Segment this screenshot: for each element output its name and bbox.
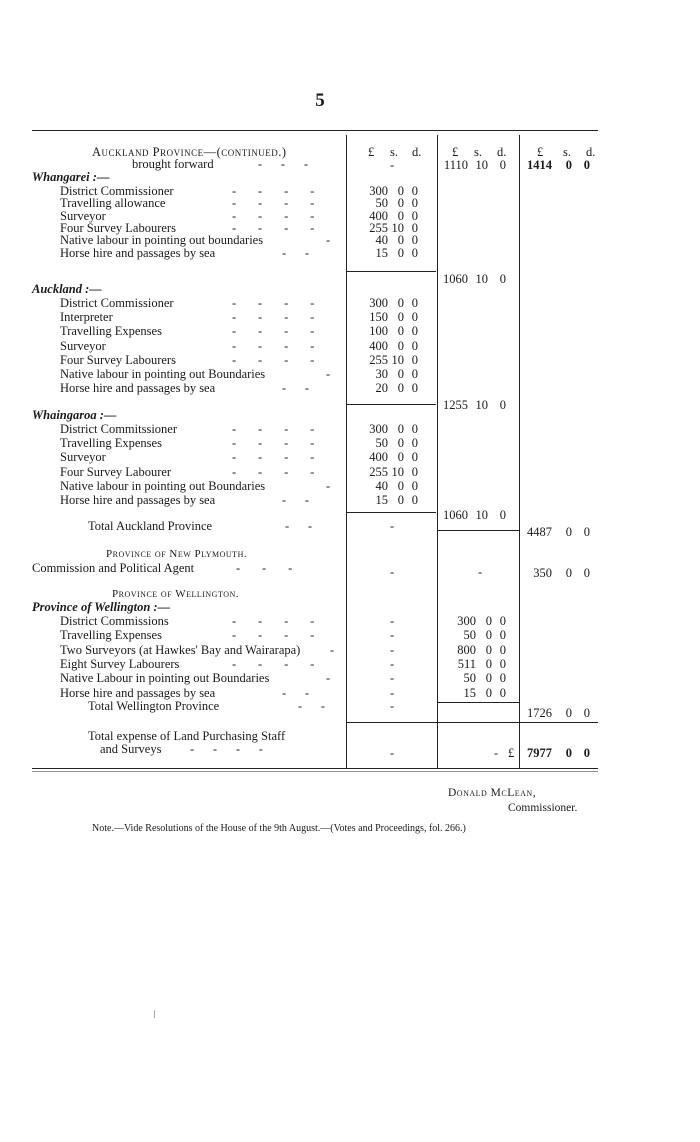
bf-amount-col2: 1110 10 0 <box>443 158 506 172</box>
item-label: District Commitssioner <box>60 422 178 436</box>
bottom-rule-thin <box>32 771 598 772</box>
leader-dots: - - <box>285 519 313 533</box>
leader-dots: - - <box>282 381 310 396</box>
leader-dots: - - <box>282 685 310 700</box>
item-label: Horse hire and passages by sea <box>60 381 216 396</box>
item-amount: 300 0 0 <box>369 296 418 310</box>
signature-name: Donald McLean, <box>448 787 537 799</box>
item-label: Surveyor <box>60 208 106 223</box>
item-amount: 400 0 0 <box>369 338 418 353</box>
item-label: District Commissions <box>60 614 169 628</box>
subtotal-rule-whaingaroa <box>346 512 436 513</box>
item-amount: 40 0 0 <box>375 478 418 493</box>
item-amount: 255 10 0 <box>369 464 418 479</box>
header-l-col3: £ <box>537 145 544 159</box>
page-number: 5 <box>315 90 325 111</box>
dash-col1: - <box>390 565 395 579</box>
leader-dots: - - - - <box>232 436 315 451</box>
item-label: Four Survey Labourers <box>60 352 176 367</box>
item-label: Horse hire and passages by sea <box>60 245 216 260</box>
total-wellington-label: Total Wellington Province <box>88 699 220 713</box>
signature-title: Commissioner. <box>508 802 578 814</box>
leader-dots: - - - - <box>232 656 315 671</box>
item-label: Travelling Expenses <box>60 324 162 339</box>
dash-col1: - <box>390 671 395 686</box>
item-label: Native labour in pointing out Boundaries <box>60 478 266 493</box>
footnote: Note.—Vide Resolutions of the House of the 9th August.—(Votes and Proceedings, fol. 266.) <box>92 823 466 834</box>
leader-dots: - - - - <box>232 184 315 198</box>
item-label: Eight Survey Labourers <box>60 656 180 671</box>
leader-dots: - - - - <box>232 422 315 436</box>
leader-dots: - <box>330 642 335 657</box>
grand-total-currency: £ <box>508 746 515 760</box>
subtotal-whangarei: 1060 10 0 <box>443 272 506 286</box>
leader-dots: - - - - <box>232 296 315 310</box>
item-amount: 800 0 0 <box>457 642 506 657</box>
small-mark <box>154 1010 155 1018</box>
leader-dots: - - - - <box>232 450 315 465</box>
top-rule <box>32 130 598 131</box>
total-auckland-amount: 4487 0 0 <box>527 525 590 539</box>
grand-total-label-line2: and Surveys <box>100 742 162 756</box>
item-amount: 511 0 0 <box>457 656 506 671</box>
item-amount: 300 0 0 <box>369 184 418 198</box>
item-label: Native labour in pointing out Boundaries <box>60 367 266 381</box>
dash-col1: - <box>390 628 395 643</box>
dash-col1: - <box>390 642 395 657</box>
leader-dots: - - - - <box>232 324 315 339</box>
total-auckland-label: Total Auckland Province <box>88 519 213 533</box>
item-label: Four Survey Labourer <box>60 464 172 479</box>
bf-amount-col3: 1414 0 0 <box>527 158 590 172</box>
item-amount: 30 0 0 <box>375 367 418 381</box>
item-amount: 15 0 0 <box>463 685 506 700</box>
subtotal-rule-auckland <box>346 404 436 405</box>
dash-col1: - <box>390 746 395 760</box>
section-title-wellington: Province of Wellington :— <box>32 600 171 614</box>
item-label: Travelling Expenses <box>60 436 162 451</box>
header-l-col1: £ <box>368 145 375 159</box>
bottom-rule <box>32 768 598 769</box>
item-label: Native Labour in pointing out Boundaries <box>60 671 270 686</box>
heading-wellington: Province of Wellington. <box>112 588 240 600</box>
total-wellington-amount: 1726 0 0 <box>527 706 590 720</box>
header-s-col1: s. <box>390 145 398 159</box>
leader-dots: - - - <box>258 157 308 171</box>
header-d-col3: d. <box>586 145 596 159</box>
dash-col1: - <box>390 685 395 700</box>
item-amount: 50 0 0 <box>463 628 506 643</box>
header-d-col2: d. <box>497 145 507 159</box>
item-amount: 15 0 0 <box>375 493 418 507</box>
item-label: Surveyor <box>60 338 106 353</box>
item-amount: 15 0 0 <box>375 245 418 260</box>
item-amount: 40 0 0 <box>375 233 418 248</box>
subtotal-whaingaroa: 1060 10 0 <box>443 508 506 522</box>
grand-total-amount: 7977 0 0 <box>527 746 590 760</box>
column-divider-2 <box>437 135 438 768</box>
leader-dots: - - <box>282 493 310 507</box>
item-amount: 300 0 0 <box>457 614 506 628</box>
item-amount: 50 0 0 <box>375 196 418 211</box>
section-title-whaingaroa: Whaingaroa :— <box>32 408 117 422</box>
grand-total-rule <box>346 722 598 723</box>
header-d-col1: d. <box>412 145 422 159</box>
dash-col1: - <box>390 614 395 628</box>
leader-dots: - - - - <box>232 614 315 628</box>
item-amount: 400 0 0 <box>369 208 418 223</box>
header-s-col3: s. <box>563 145 571 159</box>
leader-dots: - - - - <box>232 196 315 211</box>
item-label: Interpreter <box>60 310 113 325</box>
item-amount: 50 0 0 <box>375 436 418 451</box>
dash-col2: - <box>478 565 483 579</box>
item-label: Travelling Expenses <box>60 628 162 643</box>
leader-dots: - <box>326 478 331 493</box>
section-title-auckland: Auckland :— <box>32 282 102 296</box>
item-amount: 150 0 0 <box>369 310 418 325</box>
leader-dots: - <box>326 671 331 686</box>
subtotal-rule-whangarei <box>346 271 436 272</box>
dash-col1: - <box>390 158 395 172</box>
item-amount: 300 0 0 <box>369 422 418 436</box>
item-label: Travelling allowance <box>60 196 166 211</box>
leader-dots: - <box>326 367 331 381</box>
item-label: Horse hire and passages by sea <box>60 685 216 700</box>
leader-dots: - - <box>298 699 326 713</box>
item-label: District Commissioner <box>60 184 174 198</box>
total-rule-auckland <box>437 530 519 531</box>
new-plymouth-label: Commission and Political Agent <box>32 561 195 575</box>
section-title-whangarei: Whangarei :— <box>32 170 110 184</box>
total-rule-wellington <box>437 702 519 703</box>
leader-dots: - <box>326 233 331 248</box>
item-amount: 255 10 0 <box>369 352 418 367</box>
dash-col2: - <box>494 746 499 760</box>
dash-col1: - <box>390 519 395 533</box>
item-label: District Commissioner <box>60 296 174 310</box>
leader-dots: - - - - <box>232 220 315 235</box>
dash-col1: - <box>390 699 395 713</box>
dash-col1: - <box>390 656 395 671</box>
leader-dots: - - - - <box>190 742 263 756</box>
item-label: Horse hire and passages by sea <box>60 493 216 507</box>
item-amount: 50 0 0 <box>463 671 506 686</box>
column-divider-3 <box>519 135 520 768</box>
item-amount: 20 0 0 <box>375 381 418 396</box>
leader-dots: - - - - <box>232 352 315 367</box>
item-label: Four Survey Labourers <box>60 220 176 235</box>
item-amount: 400 0 0 <box>369 450 418 465</box>
leader-dots: - - - - <box>232 338 315 353</box>
grand-total-label-line1: Total expense of Land Purchasing Staff <box>88 729 286 743</box>
header-l-col2: £ <box>452 145 459 159</box>
heading-new-plymouth: Province of New Plymouth. <box>106 548 248 560</box>
leader-dots: - - - - <box>232 310 315 325</box>
new-plymouth-amount: 350 0 0 <box>533 566 590 580</box>
brought-forward-label: brought forward <box>132 157 214 171</box>
item-label: Surveyor <box>60 450 106 465</box>
column-divider-1 <box>346 135 347 768</box>
header-s-col2: s. <box>474 145 482 159</box>
section-heading: Auckland Province—(continued.) <box>92 145 287 159</box>
leader-dots: - - - - <box>232 628 315 643</box>
subtotal-auckland: 1255 10 0 <box>443 398 506 412</box>
leader-dots: - - - - <box>232 464 315 479</box>
leader-dots: - - <box>282 245 310 260</box>
leader-dots: - - - <box>236 561 293 575</box>
item-amount: 100 0 0 <box>369 324 418 339</box>
item-amount: 255 10 0 <box>369 220 418 235</box>
item-label: Native labour in pointing out boundaries <box>60 233 264 248</box>
leader-dots: - - - - <box>232 208 315 223</box>
item-label: Two Surveyors (at Hawkes' Bay and Wairarapa) <box>60 642 301 657</box>
